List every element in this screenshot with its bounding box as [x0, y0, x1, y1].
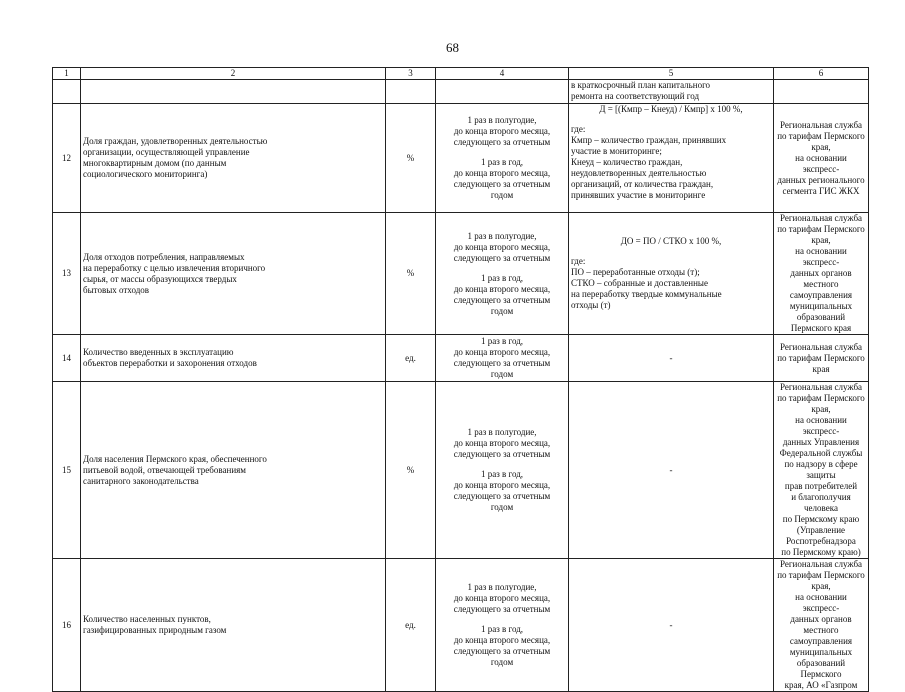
source-line: Региональная служба	[779, 341, 863, 352]
source-line: данных органов местного	[790, 268, 852, 289]
formula-cell	[569, 104, 774, 213]
source-line: на основании экспресс-	[795, 152, 847, 174]
formula-cell	[569, 213, 774, 335]
source-line: прав потребителей	[784, 481, 858, 491]
freq-line: 1 раз в полугодие,	[467, 230, 537, 241]
source-line: образований Пермского края	[790, 312, 852, 333]
source-line: данных Управления	[782, 437, 860, 447]
cell-empty	[436, 80, 569, 104]
column-number: 3	[386, 68, 436, 80]
freq-line: годом	[490, 305, 514, 316]
table-row	[53, 335, 869, 382]
source-line: Региональная служба	[779, 119, 863, 130]
freq-line: до конца второго месяца,	[453, 593, 551, 603]
source-cell	[774, 213, 869, 335]
freq-line: до конца второго месяца,	[453, 480, 551, 490]
row-number: 16	[53, 559, 81, 692]
formula-line: ПО – переработанные отходы (т);	[571, 267, 700, 277]
freq-line: следующего за отчетным	[453, 646, 551, 656]
source-line: и благополучия человека	[791, 492, 851, 513]
indicator-name-cell	[81, 559, 386, 692]
freq-line: до конца второго месяца,	[453, 347, 551, 357]
source-line: на основании экспресс-	[795, 592, 847, 613]
formula-cell: -	[569, 559, 774, 692]
unit-cell: ед.	[386, 335, 436, 382]
formula-cell: -	[569, 335, 774, 382]
source-line: Роспотребнадзора	[786, 536, 856, 546]
name-line: Доля граждан, удовлетворенных деятельностью	[83, 136, 268, 146]
freq-line: следующего за отчетным	[453, 604, 551, 614]
source-line: Региональная служба	[779, 559, 863, 569]
cell-empty	[774, 80, 869, 104]
source-line: по тарифам Пермского края,	[777, 224, 865, 245]
name-line: Количество введенных в эксплуатацию	[83, 347, 234, 357]
unit-cell: %	[386, 104, 436, 213]
freq-line: следующего за отчетным	[453, 252, 551, 263]
source-cell	[774, 335, 869, 382]
source-line: образований Пермского	[796, 658, 846, 679]
source-line: по тарифам Пермского края	[777, 352, 865, 374]
cell-empty	[386, 80, 436, 104]
source-line: данных органов местного	[790, 614, 852, 635]
formula-cell: -	[569, 382, 774, 559]
unit-cell: %	[386, 382, 436, 559]
formula-continuation-cell	[569, 80, 774, 104]
formula-line: неудовлетворенных деятельностью	[571, 168, 707, 178]
source-line: по тарифам Пермского края,	[777, 570, 865, 591]
indicator-name-cell	[81, 104, 386, 213]
freq-line: следующего за отчетным	[453, 137, 551, 147]
source-line: на основании экспресс-	[795, 246, 847, 267]
source-line: Региональная служба	[779, 213, 863, 223]
unit-cell: ед.	[386, 559, 436, 692]
frequency-cell	[436, 382, 569, 559]
freq-line: до конца второго месяца,	[453, 241, 551, 252]
freq-line: до конца второго месяца,	[453, 635, 551, 645]
column-number: 6	[774, 68, 869, 80]
source-line: муниципальных	[789, 301, 853, 311]
formula-line: участие в мониторинге;	[571, 146, 662, 156]
formula-line: организаций, от количества граждан,	[571, 179, 714, 189]
source-line: сегмента ГИС ЖКХ	[782, 185, 860, 196]
cell-empty	[81, 80, 386, 104]
formula: Д = [(Кмпр – Кнеуд) / Кмпр] x 100 %,	[599, 104, 743, 114]
freq-line: 1 раз в год,	[480, 469, 524, 479]
freq-line: следующего за отчетным	[453, 449, 551, 459]
column-number: 2	[81, 68, 386, 80]
name-line: организации, осуществляющей управление	[83, 147, 250, 157]
freq-line: до конца второго месяца,	[453, 283, 551, 294]
table-row	[53, 213, 869, 335]
formula-line: Кмпр – количество граждан, принявших	[571, 135, 727, 145]
name-line: на переработку с целью извлечения вторичного	[83, 262, 266, 273]
source-line: (Управление	[796, 525, 846, 535]
source-line: данных регионального	[777, 174, 865, 185]
formula-line: на переработку твердые коммунальные	[571, 289, 722, 299]
freq-line: 1 раз в полугодие,	[467, 427, 537, 437]
row-number: 13	[53, 213, 81, 335]
freq-line: 1 раз в полугодие,	[467, 582, 537, 592]
frequency-cell	[436, 104, 569, 213]
freq-line: следующего за отчетным	[453, 179, 551, 189]
name-line: бытовых отходов	[83, 284, 150, 295]
name-line: санитарного законодательства	[83, 475, 199, 486]
name-line: газифицированных природным газом	[83, 625, 227, 635]
source-line: по тарифам Пермского края,	[777, 130, 865, 152]
source-line: Региональная служба	[779, 382, 863, 392]
column-number: 5	[569, 68, 774, 80]
freq-line: следующего за отчетным	[453, 491, 551, 501]
source-line: по тарифам Пермского края,	[777, 393, 865, 414]
frequency-cell	[436, 335, 569, 382]
name-line: питьевой водой, отвечающей требованиям	[83, 464, 246, 475]
page-number: 68	[446, 40, 459, 55]
table-row	[53, 104, 869, 213]
freq-line: до конца второго месяца,	[453, 168, 551, 178]
formula-line: где:	[571, 124, 586, 134]
freq-line: до конца второго месяца,	[453, 438, 551, 448]
row-number: 14	[53, 335, 81, 382]
name-line: объектов переработки и захоронения отходов	[83, 358, 257, 368]
table-row	[53, 382, 869, 559]
source-line: самоуправления	[789, 636, 853, 646]
formula-line: принявших участие в мониторинге	[571, 190, 706, 200]
freq-line: следующего за отчетным	[453, 294, 551, 305]
source-line: края, АО «Газпром	[784, 680, 858, 690]
source-cell	[774, 382, 869, 559]
freq-line: следующего за отчетным	[453, 358, 551, 368]
frequency-cell	[436, 559, 569, 692]
table-row	[53, 559, 869, 692]
row-number: 15	[53, 382, 81, 559]
frequency-cell	[436, 213, 569, 335]
column-number: 4	[436, 68, 569, 80]
freq-line: годом	[490, 369, 514, 379]
name-line: многоквартирным домом (по данным	[83, 158, 227, 168]
continuation-row	[53, 80, 869, 104]
source-line: на основании экспресс-	[795, 415, 847, 436]
cell-empty	[53, 80, 81, 104]
freq-line: 1 раз в год,	[480, 157, 524, 167]
column-number-row	[53, 68, 869, 80]
source-line: самоуправления	[789, 290, 853, 300]
freq-line: 1 раз в полугодие,	[467, 115, 537, 125]
freq-line: 1 раз в год,	[480, 336, 524, 346]
formula-line: отходы (т)	[571, 300, 611, 310]
formula-line: в краткосрочный план капитального	[571, 80, 711, 90]
freq-line: 1 раз в год,	[480, 272, 524, 283]
source-line: по Пермскому краю	[782, 514, 860, 524]
source-line: по Пермскому краю)	[781, 547, 861, 557]
indicators-table	[52, 67, 869, 692]
column-number: 1	[53, 68, 81, 80]
formula-line: СТКО – собранные и доставленные	[571, 278, 708, 288]
formula-line: ремонта на соответствующий год	[571, 91, 700, 101]
freq-line: годом	[490, 502, 514, 512]
name-line: Количество населенных пунктов,	[83, 614, 211, 624]
freq-line: годом	[490, 657, 514, 667]
source-line: по надзору в сфере защиты	[784, 459, 858, 480]
indicator-name-cell	[81, 382, 386, 559]
row-number: 12	[53, 104, 81, 213]
formula-line: где:	[571, 256, 586, 266]
freq-line: годом	[490, 190, 514, 200]
freq-line: 1 раз в год,	[480, 624, 524, 634]
source-line: Федеральной службы	[779, 448, 863, 458]
indicator-name-cell	[81, 335, 386, 382]
source-cell	[774, 559, 869, 692]
name-line: Доля населения Пермского края, обеспеченного	[83, 453, 267, 464]
source-line: муниципальных	[789, 647, 853, 657]
freq-line: до конца второго месяца,	[453, 126, 551, 136]
source-cell	[774, 104, 869, 213]
name-line: социологического мониторинга)	[83, 169, 208, 179]
formula-line: Кнеуд – количество граждан,	[571, 157, 683, 167]
name-line: Доля отходов потребления, направляемых	[83, 251, 245, 262]
formula: ДО = ПО / СТКО x 100 %,	[620, 236, 722, 246]
indicator-name-cell	[81, 213, 386, 335]
name-line: сырья, от массы образующихся твердых	[83, 273, 237, 284]
unit-cell: %	[386, 213, 436, 335]
